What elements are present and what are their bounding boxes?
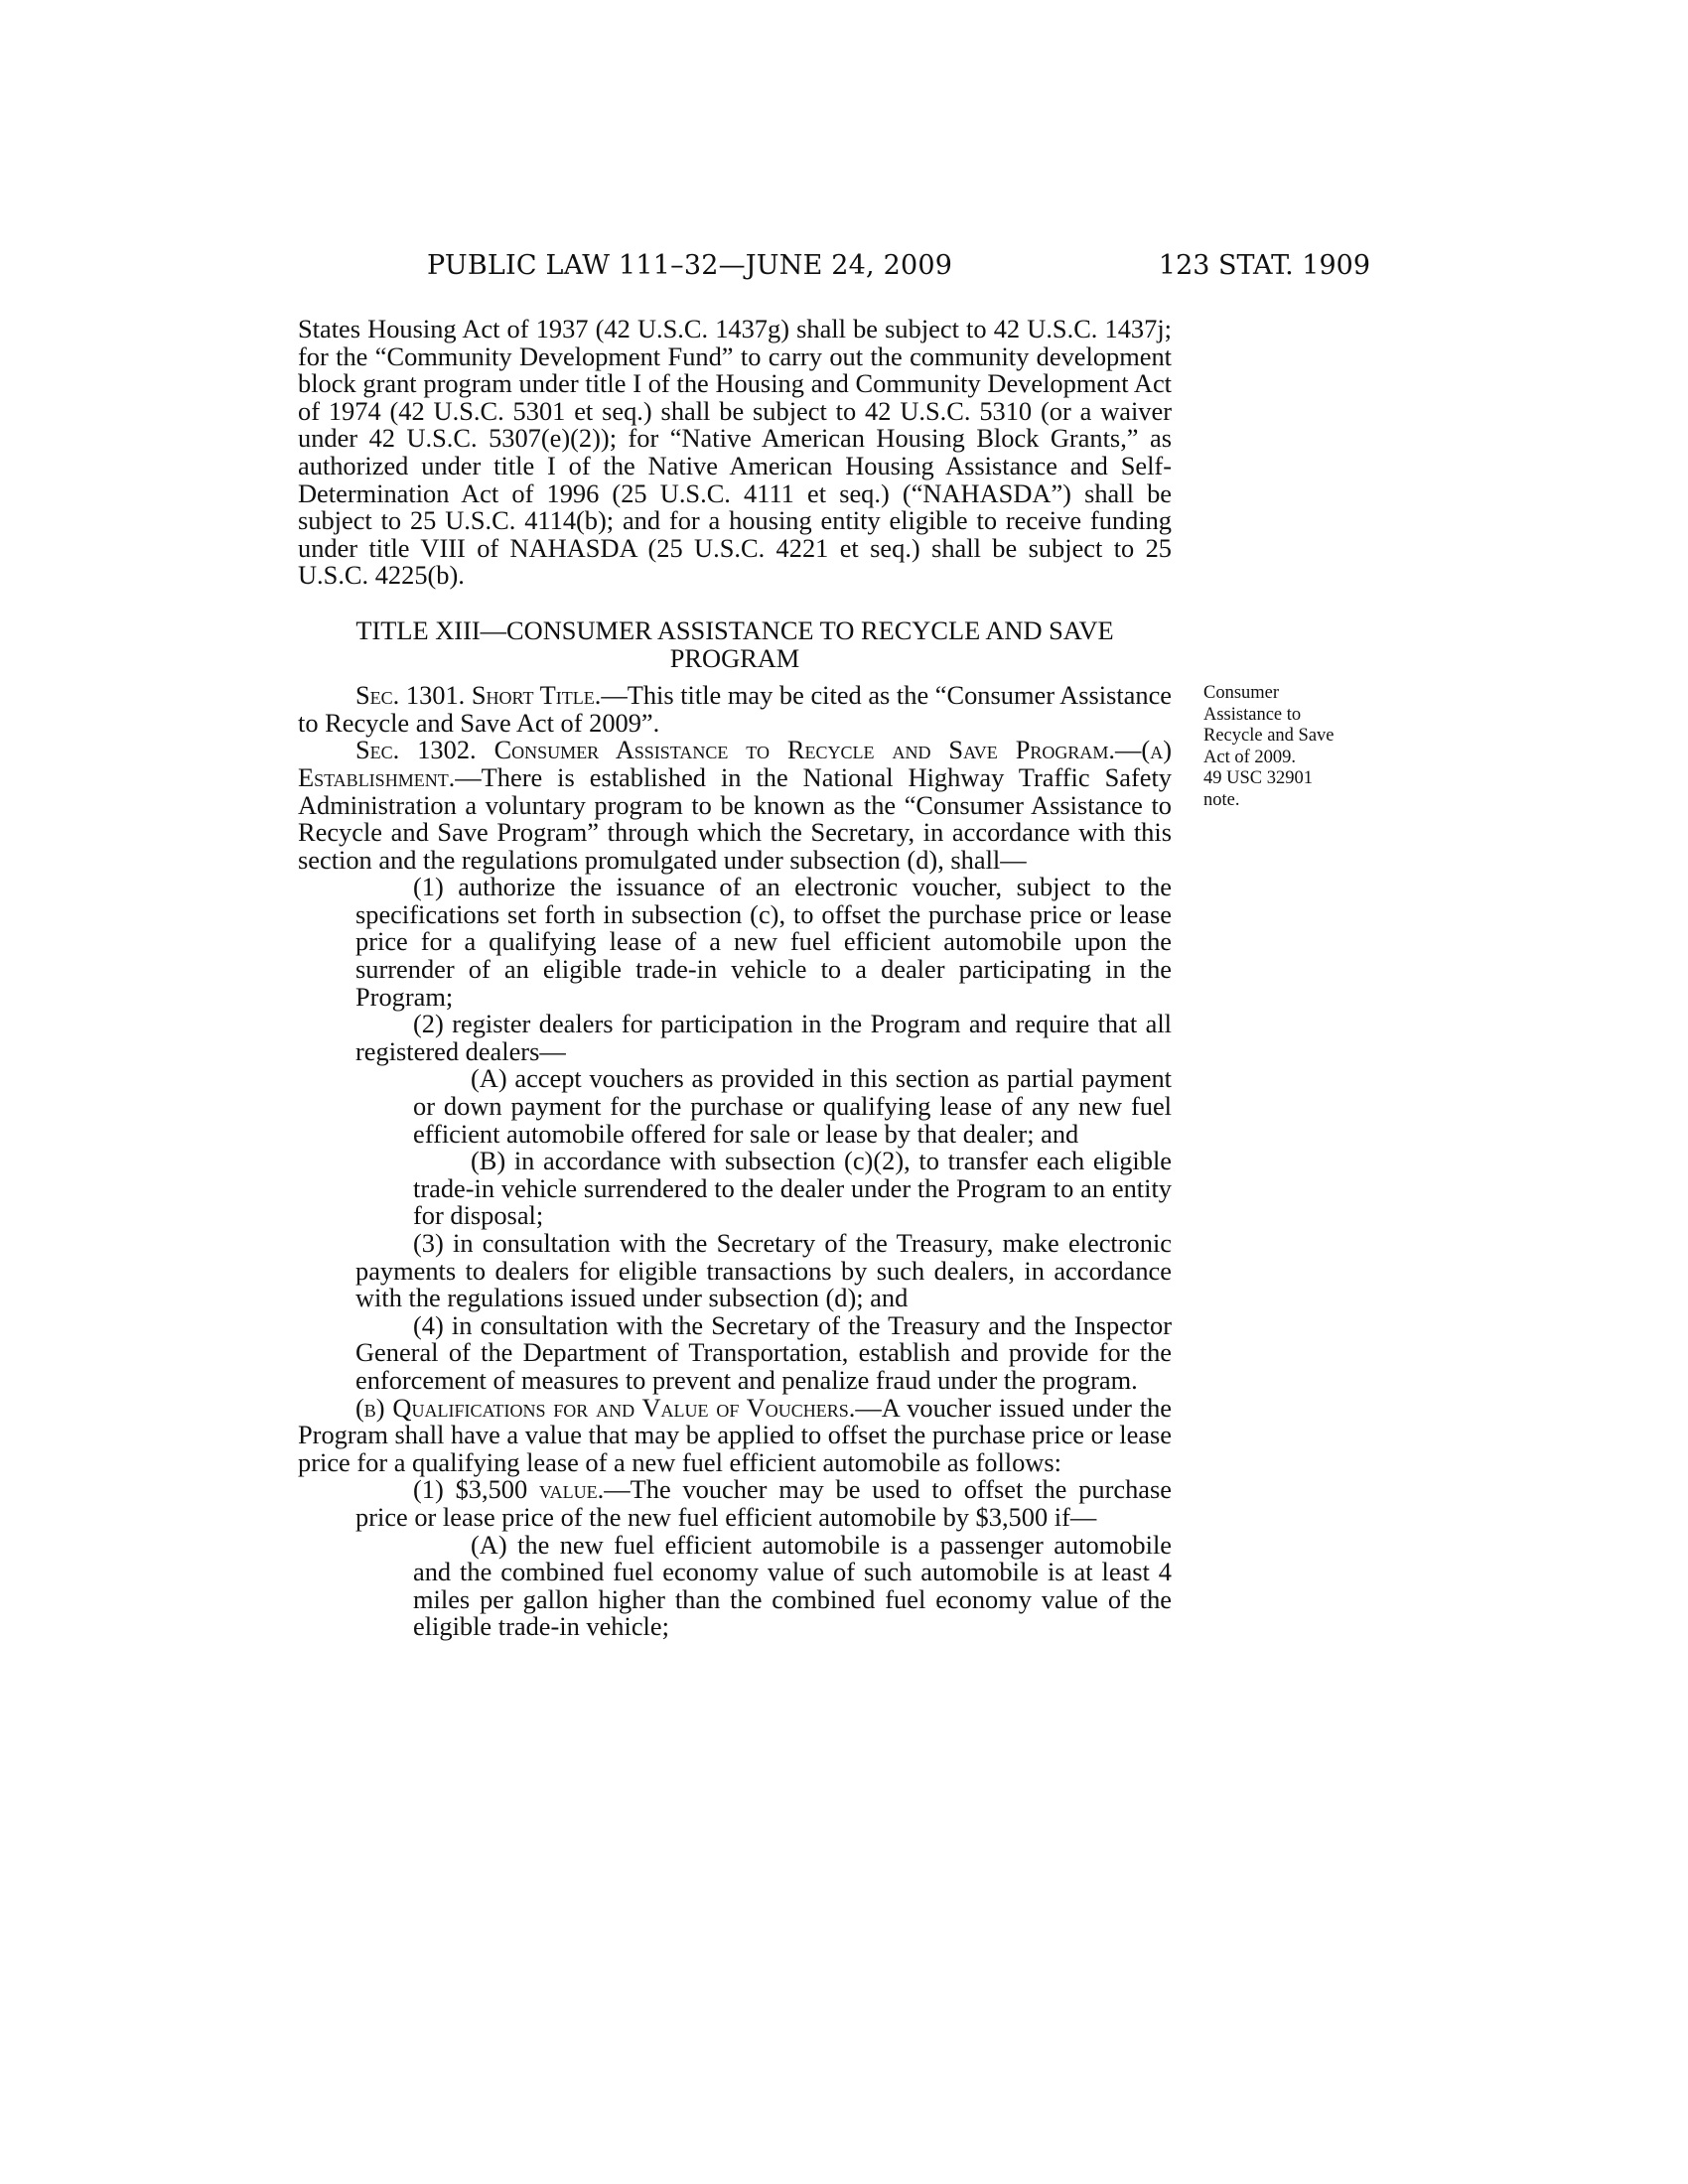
document-body (298, 316, 1172, 1641)
margin-note (1203, 683, 1392, 811)
paragraph-a2: (2) register dealers for participation in the Program and require that all registered dealers— (355, 1009, 1172, 1066)
paragraphs-level-2b (298, 1230, 1172, 1395)
subparagraphs-level-3 (298, 1065, 1172, 1230)
section-1302 (298, 737, 1172, 874)
paragraphs-level-2c (298, 1476, 1172, 1531)
section-1302-heading: Sec. 1302. Consumer Assistance to Recycle and Save Program. (355, 735, 1116, 765)
section-1301-text: —This title may be cited as the “Consumer Assistance to Recycle and Save Act of 2009”. (298, 680, 1173, 738)
paragraph-a1: (1) authorize the issuance of an electronic voucher, subject to the specifications set forth in subsection (c), to offset the purchase price or lease price for a qualifying lease of a new fuel efficient automobile upon the surrender of an eligible trade-in vehicle to a dealer participating in the Program; (355, 872, 1172, 1012)
paragraph-a3: (3) in consultation with the Secretary of the Treasury, make electronic payments to dealers for eligible transactions by such dealers, in accordance with the regulations issued under subsection (d); and (355, 1228, 1172, 1313)
header-law-citation: PUBLIC LAW 111–32—JUNE 24, 2009 (427, 250, 953, 281)
paragraph-b1-heading: (1) $3,500 value. (413, 1474, 605, 1505)
page-header (298, 250, 1370, 290)
header-stat-page: 123 STAT. 1909 (1158, 250, 1370, 281)
margin-note-line: Assistance to (1203, 704, 1302, 725)
subsection-a-text: —There is established in the National Highway Traffic Safety Administration a voluntary program to be known as the “Consumer Assistance to Recycle and Save Program” through which the Secretary, in accordance with this section and the regulations promulgated under subsection (d), shall— (298, 761, 1172, 875)
margin-note-line: Act of 2009. (1203, 747, 1296, 767)
section-1301-heading: Sec. 1301. Short Title. (355, 680, 602, 711)
paragraph-b1 (355, 1476, 1172, 1531)
title-heading: TITLE XIII—CONSUMER ASSISTANCE TO RECYCLE AND SAVE PROGRAM (355, 614, 1114, 673)
margin-note-line: Consumer (1203, 683, 1280, 703)
paragraph-b1-text: —The voucher may be used to offset the purchase price or lease price of the new fuel efficient automobile by $3,500 if— (355, 1474, 1172, 1532)
subparagraph-a2A: (A) accept vouchers as provided in this section as partial payment or down payment for the purchase or qualifying lease of any new fuel efficient automobile offered for sale or lease by that dealer; and (413, 1063, 1172, 1149)
margin-note-line: note. (1203, 789, 1240, 810)
subsection-a-heading: —(a) Establishment. (298, 735, 1172, 792)
subsection-b-text: —A voucher issued under the Program shall have a value that may be applied to offset the purchase price or lease price for a qualifying lease of a new fuel efficient automobile as follows: (298, 1392, 1173, 1477)
subparagraph-a2B: (B) in accordance with subsection (c)(2), to transfer each eligible trade-in vehicle surrendered to the dealer under the Program to an entity for disposal; (413, 1146, 1172, 1231)
subparagraph-b1A: (A) the new fuel efficient automobile is a passenger automobile and the combined fuel economy value of such automobile is at least 4 miles per gallon higher than the combined fuel economy value of the eligible trade-in vehicle; (413, 1529, 1172, 1642)
margin-note-line: 49 USC 32901 (1203, 768, 1313, 788)
subparagraphs-level-3b (298, 1529, 1172, 1642)
section-1301 (298, 682, 1172, 737)
paragraphs-level-2 (298, 874, 1172, 1065)
continued-paragraph: States Housing Act of 1937 (42 U.S.C. 1437g) shall be subject to 42 U.S.C. 1437j; for the “Community Development Fund” to carry out the community development block grant program under title I of the Housing and Community Development Act of 1974 (42 U.S.C. 5301 et seq.) shall be subject to 42 U.S.C. 5310 (or a waiver under 42 U.S.C. 5307(e)(2)); for “Native American Housing Block Grants,” as authorized under title I of the Native American Housing Assistance and Self-Determination Act of 1996 (25 U.S.C. 4111 et seq.) (“NAHASDA”) shall be subject to 25 U.S.C. 4114(b); and for a housing entity eligible to receive funding under title VIII of NAHASDA (25 U.S.C. 4221 et seq.) shall be subject to 25 U.S.C. 4225(b). (298, 314, 1172, 591)
margin-note-line: Recycle and Save (1203, 726, 1335, 746)
subsection-b-heading: (b) Qualifications for and Value of Vouchers. (355, 1392, 856, 1423)
subsection-b (298, 1392, 1173, 1477)
paragraph-a4: (4) in consultation with the Secretary of the Treasury and the Inspector General of the Department of Transportation, establish and provide for the enforcement of measures to prevent and penalize fraud under the program. (355, 1309, 1172, 1395)
